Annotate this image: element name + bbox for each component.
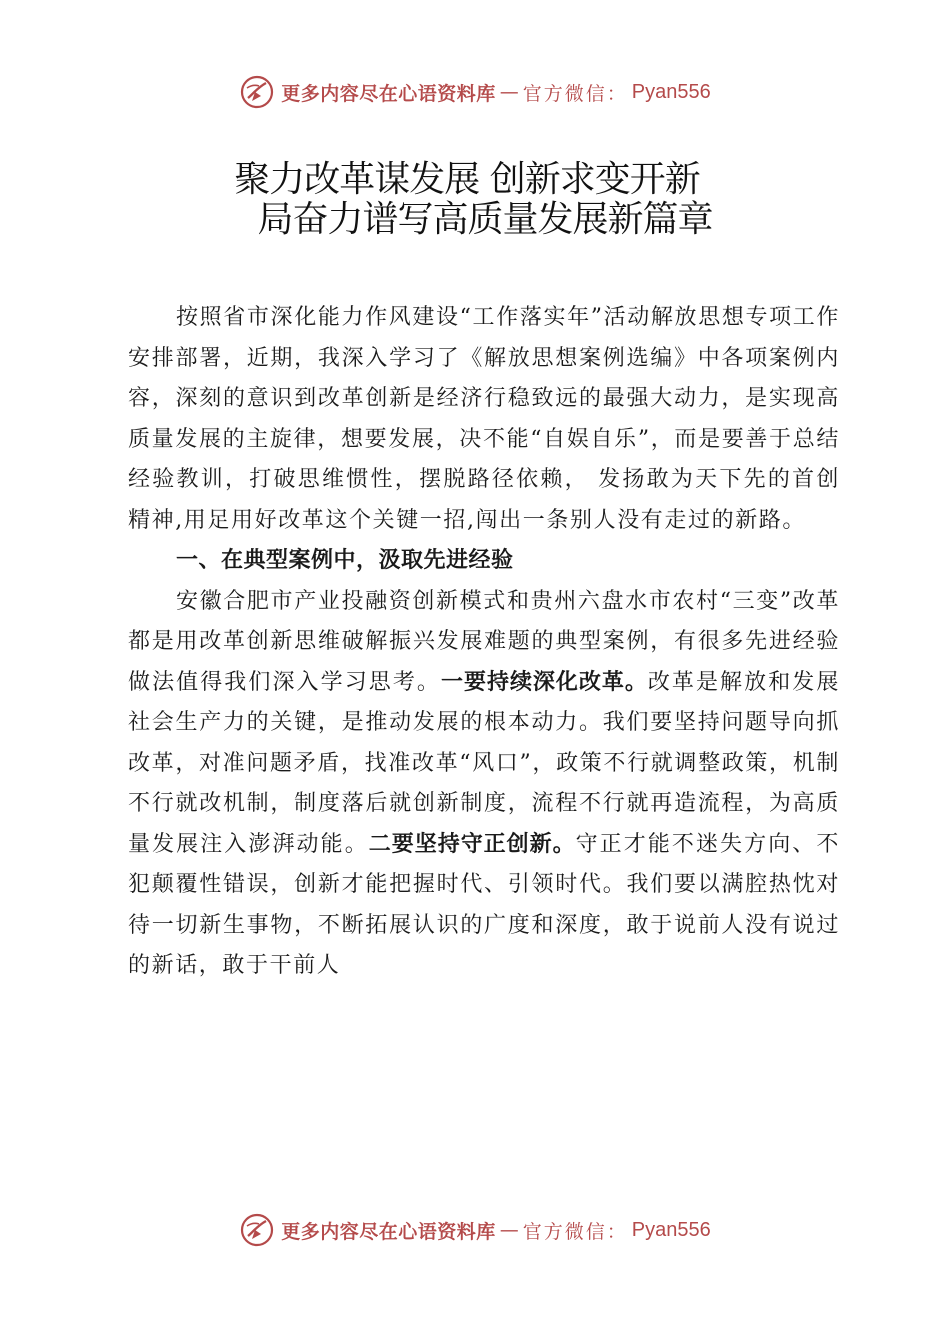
section-1-paragraph (128, 582, 840, 987)
banner-wechat-label: 官方微信： (522, 1220, 628, 1243)
paragraph-text: 安徽合肥市产业投融资创新模式和贵州六盘水市农村“三变”改革都是用改革创新思维破解振兴发展难题的典型案例，有很多先进经验做法值得我们深入学习思考。 (128, 588, 840, 695)
banner-dash: — (499, 81, 519, 103)
brand-logo-icon (239, 74, 275, 110)
banner-brand-text: 更多内容尽在心语资料库 (281, 1220, 496, 1243)
banner-wechat-label: 官方微信： (522, 82, 628, 105)
paragraph-text: 守正才能不迷失方向、不犯颠覆性错误，创新才能把握时代、引领时代。我们要以满腔热忱对待一切新生事物，不断拓展认识的广度和深度，敢于说前人没有说过的新话，敢于干前人 (128, 831, 840, 978)
bold-point-2: 二要坚持守正创新。 (368, 831, 576, 857)
document-body (128, 298, 840, 987)
banner-brand-text: 更多内容尽在心语资料库 (281, 82, 496, 105)
banner-dash: — (499, 1219, 519, 1241)
brand-logo-icon (239, 1212, 275, 1248)
title-line-2: 局奋力谱写高质量发展新篇章 (257, 199, 713, 240)
title-line-1: 聚力改革谋发展 创新求变开新 (234, 159, 700, 200)
document-title (0, 160, 950, 240)
intro-paragraph: 按照省市深化能力作风建设“工作落实年”活动解放思想专项工作安排部署，近期，我深入学习了《解放思想案例选编》中各项案例内容，深刻的意识到改革创新是经济行稳致远的最强大动力，是实现高质量发展的主旋律，想要发展，决不能“自娱自乐”，而是要善于总结经验教训，打破思维惯性，摆脱路径依赖， 发扬敢为天下先的首创精神,用足用好改革这个关键一招,闯出一条别人没有走过的新路。 (128, 305, 840, 533)
banner-wechat-id: Pyan556 (631, 80, 711, 103)
section-heading-1: 一、在典型案例中，汲取先进经验 (176, 548, 514, 573)
footer-banner (0, 1208, 950, 1252)
paragraph-text: 改革是解放和发展社会生产力的关键，是推动发展的根本动力。我们要坚持问题导向抓改革，对准问题矛盾，找准改革“风口”，政策不行就调整政策，机制不行就改机制，制度落后就创新制度，流程不行就再造流程，为高质量发展注入澎湃动能。 (128, 669, 840, 857)
banner-wechat-id: Pyan556 (631, 1218, 711, 1241)
bold-point-1: 一要持续深化改革。 (441, 669, 648, 695)
header-banner (0, 70, 950, 114)
